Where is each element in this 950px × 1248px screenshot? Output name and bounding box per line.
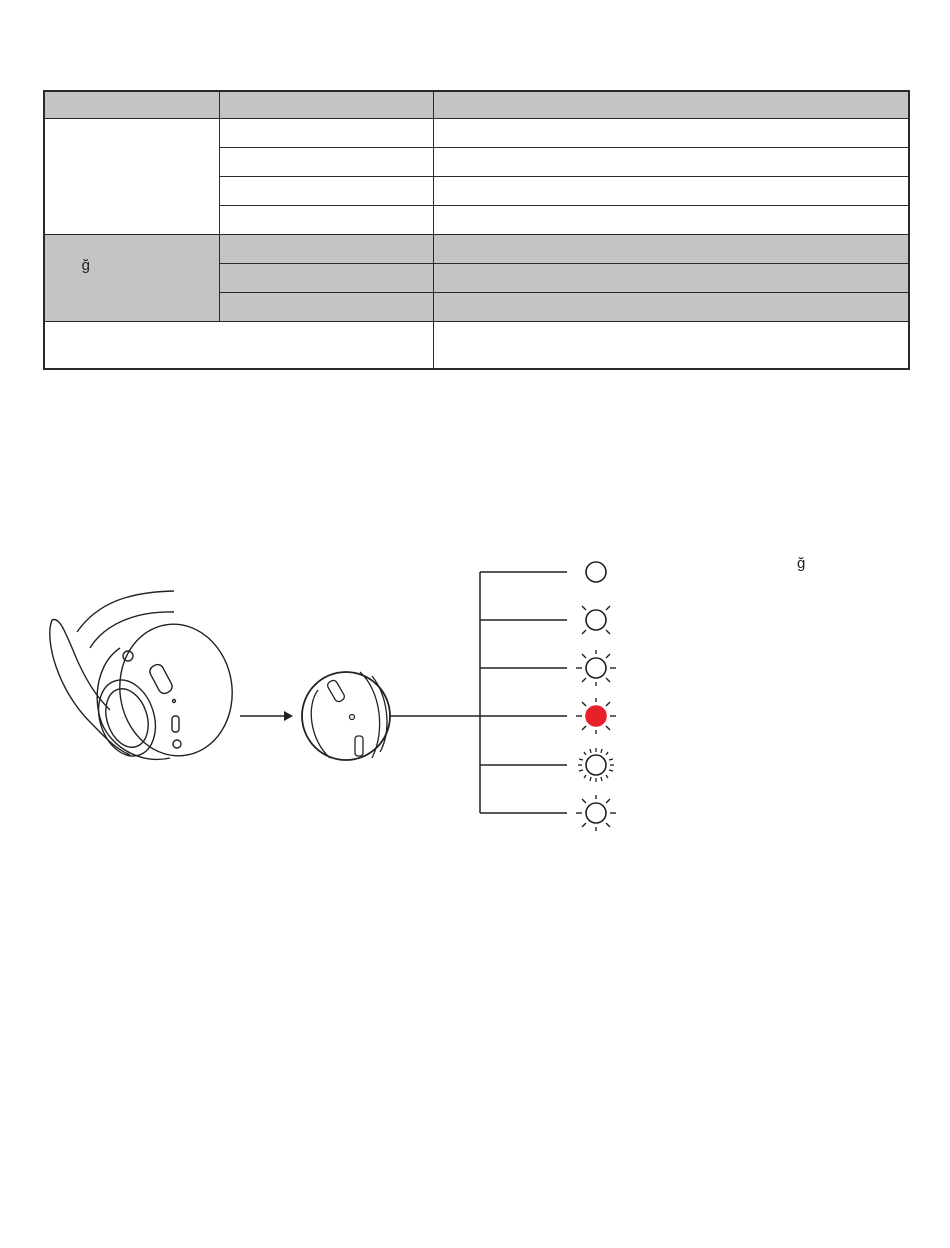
table-cell [433,118,909,147]
table-cell [219,234,433,263]
table-row [44,118,909,147]
table-cell [433,205,909,234]
spec-table [43,90,910,370]
headset-illustration [50,591,241,763]
led-indicator-diagram [0,520,950,850]
group-a-cell [44,118,219,234]
led-blink-icon [576,650,616,686]
table-cell [219,147,433,176]
table-header-cell [433,91,909,118]
magnified-detail [302,672,390,760]
table-cell [219,176,433,205]
table-cell [44,321,433,369]
legend-glyph: ğ [797,555,806,572]
table-cell [433,292,909,321]
table-cell [219,263,433,292]
table-cell [433,263,909,292]
group-b-cell [44,234,219,321]
led-blink-alt-icon [576,795,616,831]
table-row [44,234,909,263]
table-cell [433,321,909,369]
arrow-icon [240,711,293,721]
table-cell [219,118,433,147]
led-red-blink-icon [576,698,616,734]
led-slow-blink-icon [582,606,610,634]
table-cell [219,292,433,321]
table-cell [433,234,909,263]
led-fast-blink-icon [578,748,614,782]
table-row [44,321,909,369]
table-cell [219,205,433,234]
connector-tree [390,572,567,813]
table-header-cell [219,91,433,118]
led-off-icon [586,562,606,582]
group-b-label: ğ [81,257,90,274]
table-cell [433,147,909,176]
table-header-row [44,91,909,118]
table-cell [433,176,909,205]
table-header-cell [44,91,219,118]
